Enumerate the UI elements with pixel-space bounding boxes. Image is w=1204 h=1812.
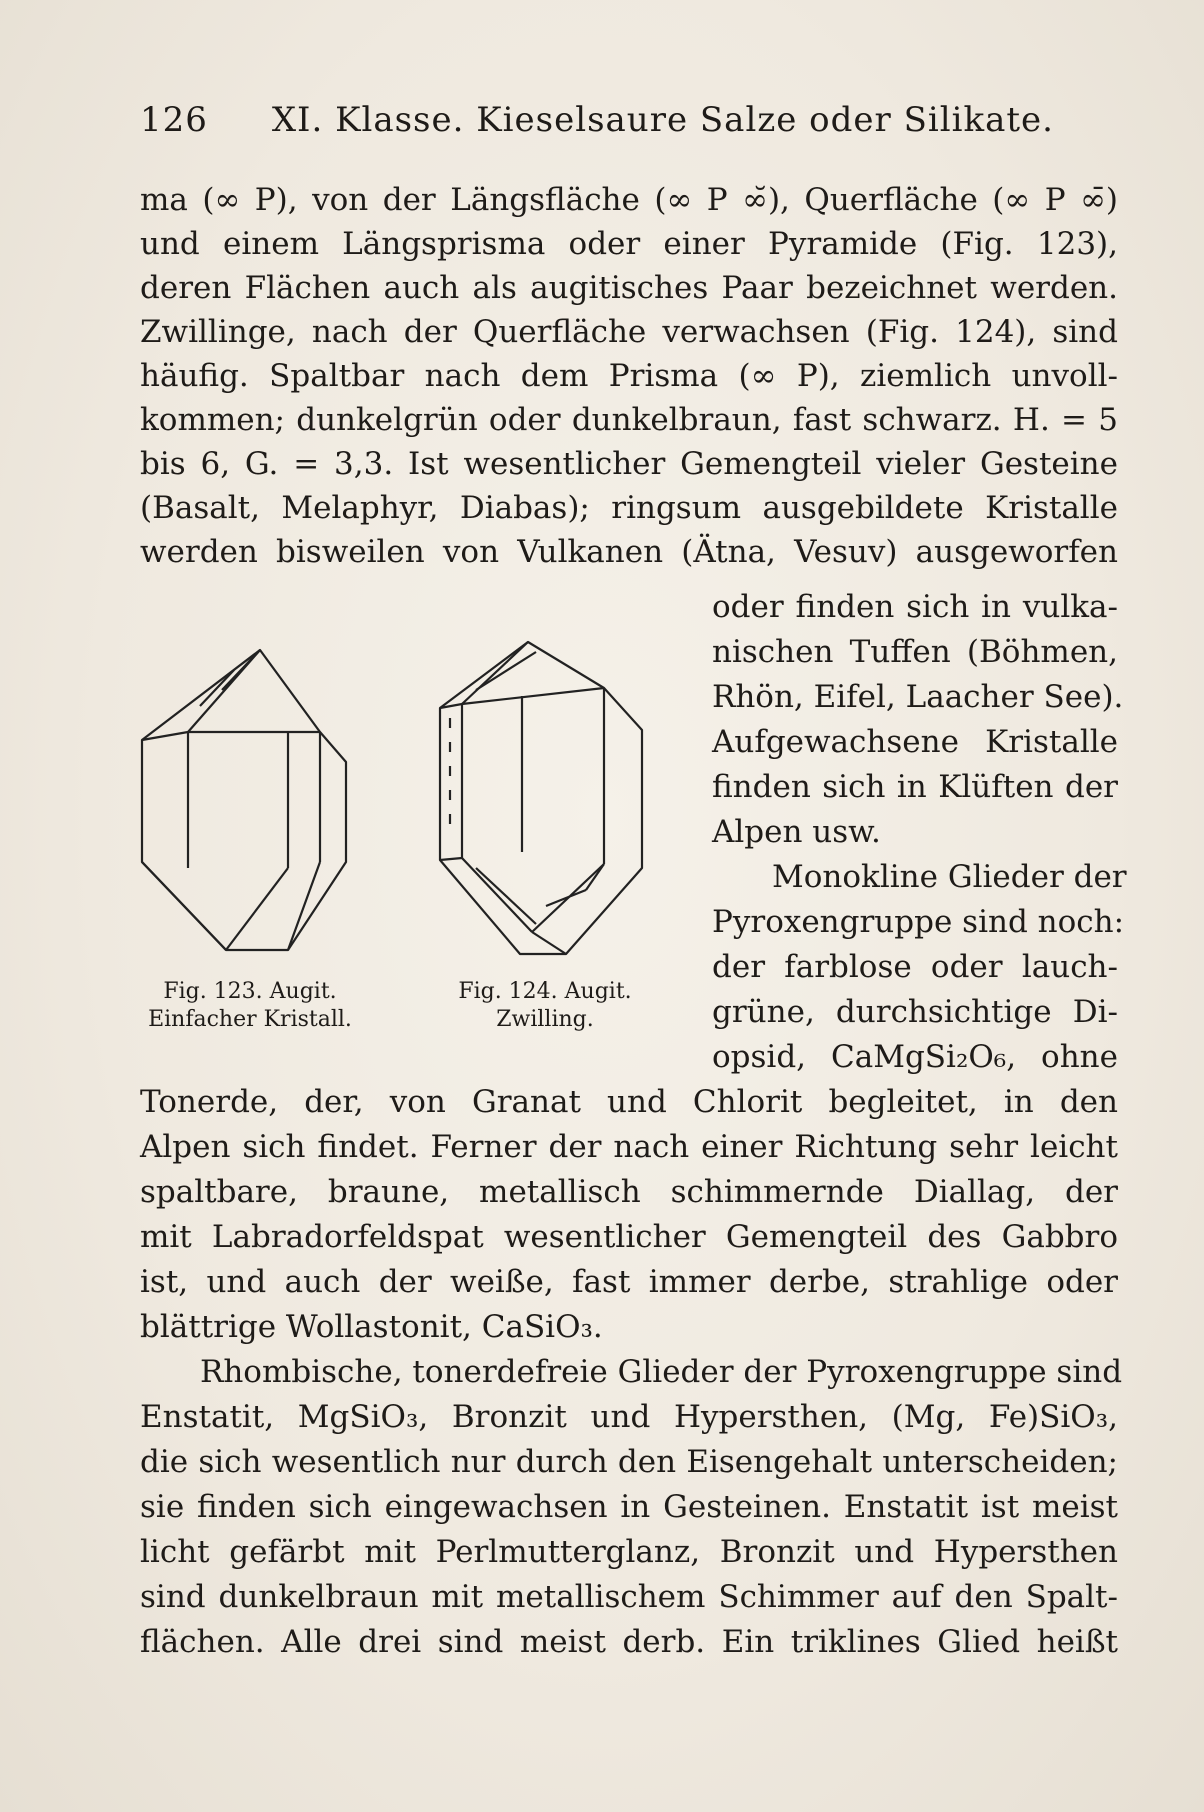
text-line: nischen Tuffen (Böhmen, bbox=[712, 634, 1118, 670]
caption-line: Zwilling. bbox=[496, 1007, 594, 1032]
text-line: oder finden sich in vulka- bbox=[712, 589, 1118, 625]
figure-123-caption bbox=[130, 978, 370, 1034]
text-line: Zwillinge, nach der Querfläche verwachsen (Fig. 124), sind bbox=[140, 314, 1118, 350]
figure-123-crystal bbox=[138, 640, 350, 960]
text-line: licht gefärbt mit Perlmutterglanz, Bronzit und Hypersthen bbox=[140, 1534, 1118, 1570]
text-line: Tonerde, der, von Granat und Chlorit begleitet, in den bbox=[140, 1084, 1118, 1120]
text-line: Alpen usw. bbox=[712, 814, 881, 850]
text-line: finden sich in Klüften der bbox=[712, 769, 1118, 805]
page-header bbox=[140, 100, 1140, 140]
text-line: bis 6, G. = 3,3. Ist wesentlicher Gemengteil vieler Gesteine bbox=[140, 446, 1118, 482]
text-line: grüne, durchsichtige Di- bbox=[712, 994, 1118, 1030]
caption-line: Fig. 123. Augit. bbox=[163, 979, 337, 1004]
text-line: spaltbare, braune, metallisch schimmernde Diallag, der bbox=[140, 1174, 1118, 1210]
text-line: kommen; dunkelgrün oder dunkelbraun, fast schwarz. H. = 5 bbox=[140, 402, 1118, 438]
text-line: sind dunkelbraun mit metallischem Schimmer auf den Spalt- bbox=[140, 1579, 1118, 1615]
text-line: opsid, CaMgSi₂O₆, ohne bbox=[712, 1039, 1118, 1075]
text-line: Monokline Glieder der bbox=[772, 859, 1127, 895]
text-line: Enstatit, MgSiO₃, Bronzit und Hypersthen, (Mg, Fe)SiO₃, bbox=[140, 1399, 1118, 1435]
text-line: und einem Längsprisma oder einer Pyramide (Fig. 123), bbox=[140, 226, 1118, 262]
figure-124-twin-crystal bbox=[436, 638, 646, 958]
text-line: der farblose oder lauch- bbox=[712, 949, 1118, 985]
text-line: Pyroxengruppe sind noch: bbox=[712, 904, 1125, 940]
caption-line: Fig. 124. Augit. bbox=[458, 979, 632, 1004]
running-title: XI. Klasse. Kieselsaure Salze oder Silikate. bbox=[271, 100, 1054, 140]
text-line: ist, und auch der weiße, fast immer derbe, strahlige oder bbox=[140, 1264, 1118, 1300]
text-line: (Basalt, Melaphyr, Diabas); ringsum ausgebildete Kristalle bbox=[140, 490, 1118, 526]
caption-line: Einfacher Kristall. bbox=[148, 1007, 352, 1032]
text-line: werden bisweilen von Vulkanen (Ätna, Vesuv) ausgeworfen bbox=[140, 534, 1118, 570]
text-line: Alpen sich findet. Ferner der nach einer Richtung sehr leicht bbox=[140, 1129, 1118, 1165]
page-number: 126 bbox=[140, 100, 208, 140]
text-line: Rhön, Eifel, Laacher See). bbox=[712, 679, 1124, 715]
text-line: die sich wesentlich nur durch den Eisengehalt unterscheiden; bbox=[140, 1444, 1118, 1480]
figure-124-caption bbox=[430, 978, 660, 1034]
text-line: flächen. Alle drei sind meist derb. Ein triklines Glied heißt bbox=[140, 1624, 1118, 1660]
text-line: Rhombische, tonerdefreie Glieder der Pyroxengruppe sind bbox=[200, 1354, 1123, 1390]
text-line: ma (∞ P), von der Längsfläche (∞ P ∞̆), Querfläche (∞ P ∞̄) bbox=[140, 182, 1118, 218]
text-line: deren Flächen auch als augitisches Paar bezeichnet werden. bbox=[140, 270, 1118, 306]
text-line: mit Labradorfeldspat wesentlicher Gemengteil des Gabbro bbox=[140, 1219, 1118, 1255]
text-line: häufig. Spaltbar nach dem Prisma (∞ P), ziemlich unvoll- bbox=[140, 358, 1118, 394]
text-line: sie finden sich eingewachsen in Gesteinen. Enstatit ist meist bbox=[140, 1489, 1118, 1525]
text-line: Aufgewachsene Kristalle bbox=[712, 724, 1118, 760]
text-line: blättrige Wollastonit, CaSiO₃. bbox=[140, 1309, 603, 1345]
